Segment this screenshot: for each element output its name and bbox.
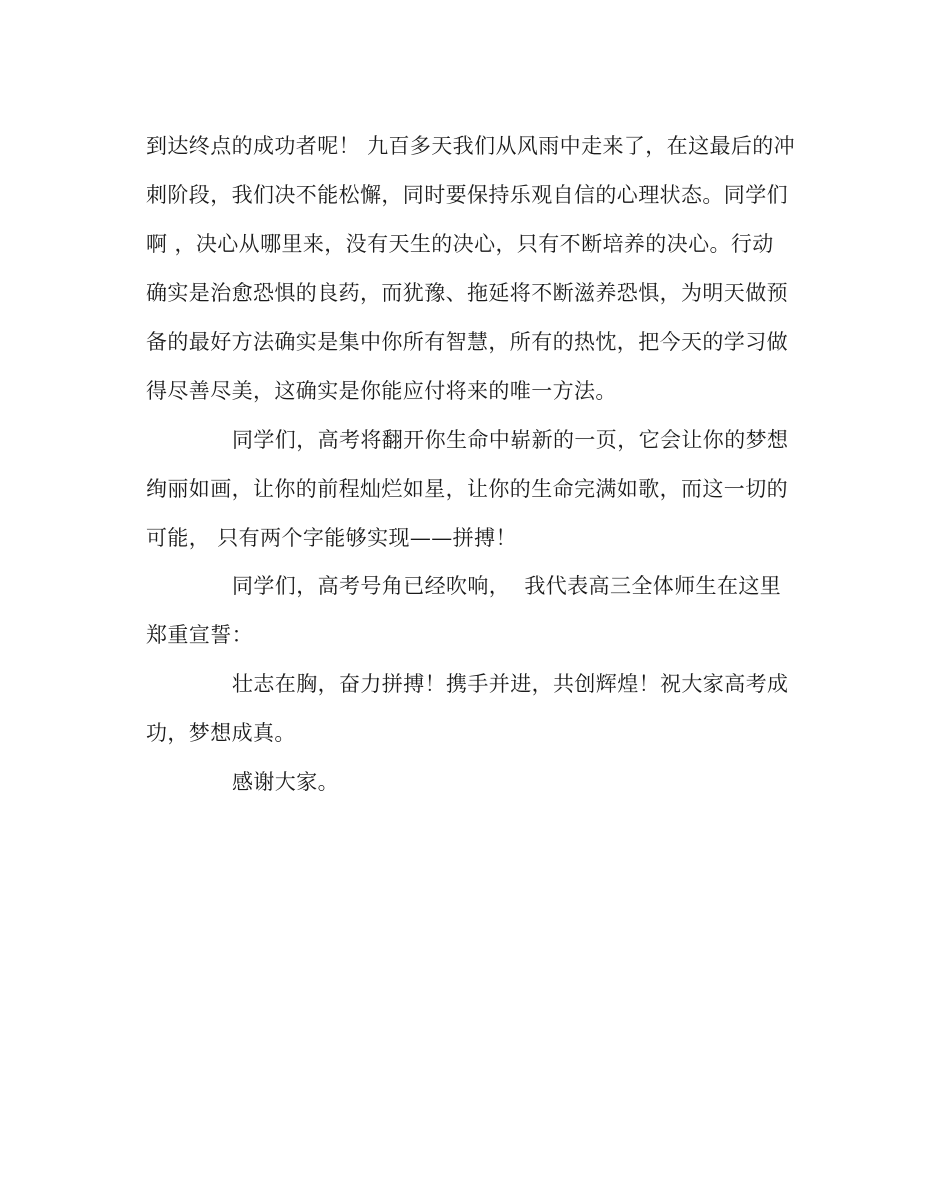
paragraph-line: 到达终点的成功者呢！ 九百多天我们从风雨中走来了，在这最后的冲: [146, 134, 796, 158]
paragraph-line: 啊 ，决心从哪里来，没有天生的决心，只有不断培养的决心。行动: [146, 232, 774, 256]
paragraph-line: 壮志在胸，奋力拼搏！携手并进，共创辉煌！祝大家高考成: [232, 672, 789, 696]
paragraph-line: 可能， 只有两个字能够实现——拼搏！: [146, 526, 517, 550]
paragraph-line: 同学们，高考号角已经吹响， 我代表高三全体师生在这里: [232, 574, 782, 598]
paragraph-line: 刺阶段，我们决不能松懈，同时要保持乐观自信的心理状态。同学们: [146, 183, 788, 207]
paragraph-line: 得尽善尽美，这确实是你能应付将来的唯一方法。: [146, 379, 617, 403]
paragraph-line: 确实是治愈恐惧的良药，而犹豫、拖延将不断滋养恐惧，为明天做预: [146, 281, 788, 305]
closing-line: 感谢大家。: [232, 770, 339, 794]
paragraph-line: 备的最好方法确实是集中你所有智慧，所有的热忱，把今天的学习做: [146, 330, 788, 354]
paragraph-line: 郑重宣誓：: [146, 623, 253, 647]
paragraph-line: 功，梦想成真。: [146, 721, 296, 745]
paragraph-line: 绚丽如画，让你的前程灿烂如星，让你的生命完满如歌，而这一切的: [146, 477, 788, 501]
paragraph-line: 同学们，高考将翻开你生命中崭新的一页，它会让你的梦想: [232, 428, 789, 452]
